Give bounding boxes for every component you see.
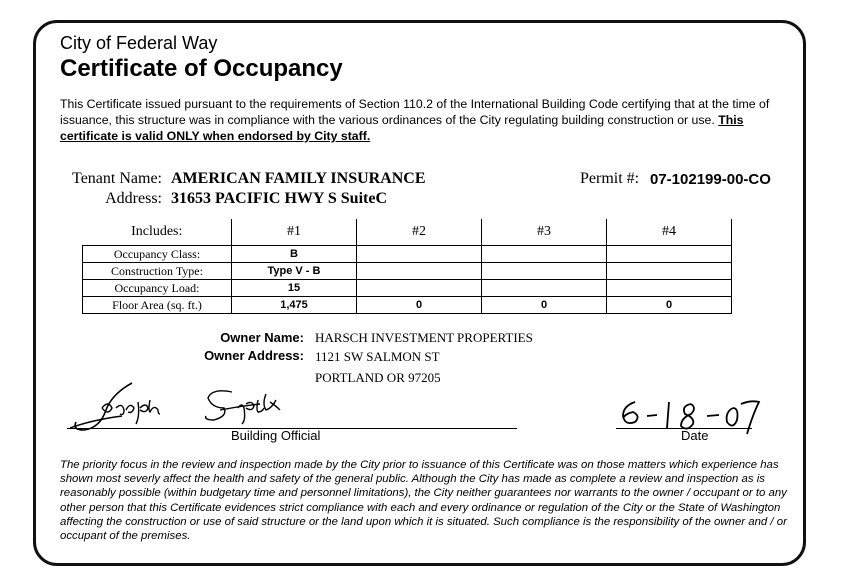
- table-row: [83, 263, 732, 280]
- column-header: #1: [232, 219, 357, 246]
- table-row: [83, 246, 732, 263]
- table-cell: 1,475: [232, 297, 357, 314]
- owner-address-line2: PORTLAND OR 97205: [315, 370, 441, 385]
- table-row: [83, 280, 732, 297]
- table-cell: 0: [357, 297, 482, 314]
- column-header: #3: [482, 219, 607, 246]
- tenant-name-label: Tenant Name:: [72, 170, 162, 187]
- table-cell: B: [232, 246, 357, 263]
- owner-address-label: Owner Address:: [204, 348, 304, 363]
- column-header: #4: [607, 219, 732, 246]
- table-cell: 0: [607, 297, 732, 314]
- row-label: Occupancy Class:: [83, 246, 232, 263]
- row-label: Construction Type:: [83, 263, 232, 280]
- table-row: [83, 297, 732, 314]
- table-cell: [482, 263, 607, 280]
- intro-text: This Certificate issued pursuant to the requirements of Section 110.2 of the International Building Code certifying that at the time of issuance, this structure was in compliance with the various ordinances of the City regulating building construction or use.: [60, 97, 770, 127]
- permit-number: 07-102199-00-CO: [650, 171, 771, 188]
- building-official-label: Building Official: [231, 428, 321, 443]
- disclaimer-text: The priority focus in the review and inspection made by the City prior to issuance of this Certificate was on those matters which experience has shown most severly affect the health and safety of the general public. Although the City has made as complete a review and inspection as is reasonably possible (within budgetary time and personnel limitations), the City neither guarantees nor warrants to the owner / occupant or to any other person that this Certificate evidences strict compliance with each and every ordinance or regulation of the City or the State of Washington affecting the construction or use of said structure or the land upon which it is situated. Such compliance is the responsibility of the owner and / or occupant of the premises.: [60, 459, 787, 543]
- table-cell: [607, 246, 732, 263]
- row-label: Occupancy Load:: [83, 280, 232, 297]
- table-cell: [357, 263, 482, 280]
- column-header: #2: [357, 219, 482, 246]
- table-cell: 0: [482, 297, 607, 314]
- table-header-row: [83, 219, 732, 246]
- certificate-title: Certificate of Occupancy: [60, 55, 343, 82]
- table-cell: Type V - B: [232, 263, 357, 280]
- owner-name-label: Owner Name:: [220, 330, 304, 345]
- owner-name: HARSCH INVESTMENT PROPERTIES: [315, 330, 533, 345]
- tenant-address: 31653 PACIFIC HWY S SuiteC: [171, 190, 388, 207]
- tenant-name: AMERICAN FAMILY INSURANCE: [171, 170, 426, 187]
- table-cell: [357, 246, 482, 263]
- permit-label: Permit #:: [580, 170, 640, 187]
- table-cell: [482, 246, 607, 263]
- owner-address-line1: 1121 SW SALMON ST: [315, 349, 440, 364]
- table-cell: [607, 280, 732, 297]
- occupancy-table: [82, 219, 732, 314]
- table-cell: [357, 280, 482, 297]
- includes-label: Includes:: [83, 219, 232, 246]
- valid-notice: This certificate is valid ONLY when endorsed by City staff.: [60, 113, 744, 143]
- address-label: Address:: [105, 190, 162, 207]
- table-cell: [482, 280, 607, 297]
- row-label: Floor Area (sq. ft.): [83, 297, 232, 314]
- date-label: Date: [681, 428, 709, 443]
- table-cell: 15: [232, 280, 357, 297]
- city-name: City of Federal Way: [60, 33, 218, 53]
- table-cell: [607, 263, 732, 280]
- intro-paragraph: [60, 96, 790, 144]
